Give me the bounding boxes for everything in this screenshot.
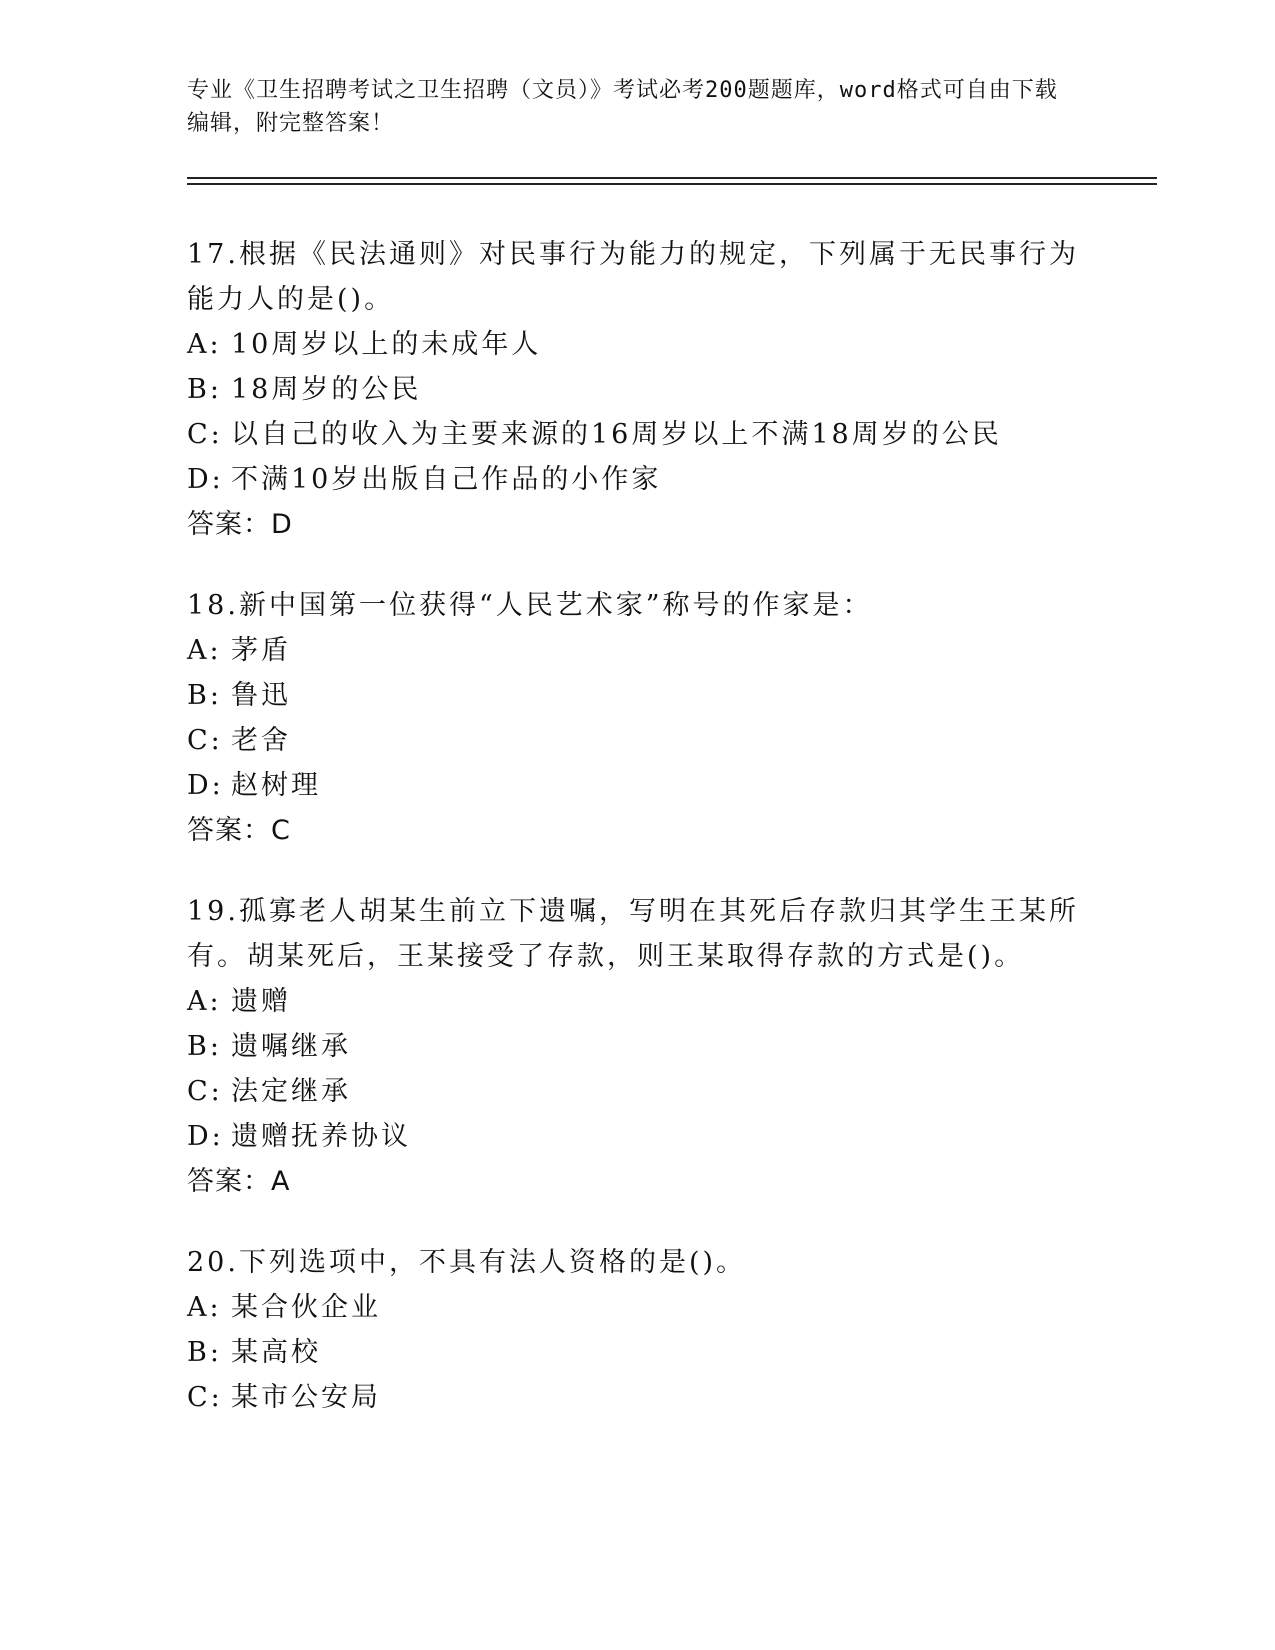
option-d bbox=[187, 457, 1087, 502]
option-label: A: bbox=[187, 1292, 222, 1323]
option-a bbox=[187, 979, 1087, 1024]
option-label: D: bbox=[187, 464, 224, 495]
option-text: 以自己的收入为主要来源的16周岁以上不满18周岁的公民 bbox=[231, 419, 1002, 450]
question-20 bbox=[187, 1240, 1087, 1420]
option-label: C: bbox=[187, 725, 223, 756]
option-label: D: bbox=[187, 770, 224, 801]
option-label: C: bbox=[187, 1076, 223, 1107]
option-a bbox=[187, 322, 1087, 367]
question-list bbox=[187, 232, 1087, 1456]
option-c bbox=[187, 718, 1087, 763]
document-header: 专业《卫生招聘考试之卫生招聘（文员）》考试必考200题题库，word格式可自由下载编辑，附完整答案！ bbox=[187, 78, 1058, 136]
question-stem: 18.新中国第一位获得“人民艺术家”称号的作家是： bbox=[187, 590, 873, 621]
option-d bbox=[187, 763, 1087, 808]
option-label: B: bbox=[187, 1031, 222, 1062]
option-b bbox=[187, 1024, 1087, 1069]
answer-line: 答案：A bbox=[187, 1166, 291, 1197]
question-stem: 20.下列选项中，不具有法人资格的是()。 bbox=[187, 1247, 747, 1278]
option-label: C: bbox=[187, 1382, 223, 1413]
question-17 bbox=[187, 232, 1087, 547]
option-d bbox=[187, 1114, 1087, 1159]
option-b bbox=[187, 673, 1087, 718]
option-text: 10周岁以上的未成年人 bbox=[231, 329, 542, 360]
option-text: 茅盾 bbox=[231, 635, 291, 666]
option-text: 法定继承 bbox=[231, 1076, 351, 1107]
option-label: A: bbox=[187, 986, 222, 1017]
option-text: 某合伙企业 bbox=[231, 1292, 381, 1323]
option-label: B: bbox=[187, 374, 222, 405]
answer-line: 答案：D bbox=[187, 509, 293, 540]
option-c bbox=[187, 412, 1087, 457]
option-label: D: bbox=[187, 1121, 224, 1152]
question-19 bbox=[187, 889, 1087, 1204]
question-stem: 17.根据《民法通则》对民事行为能力的规定，下列属于无民事行为能力人的是()。 bbox=[187, 239, 1079, 315]
option-text: 遗嘱继承 bbox=[231, 1031, 351, 1062]
option-label: B: bbox=[187, 1337, 222, 1368]
question-18 bbox=[187, 583, 1087, 853]
option-c bbox=[187, 1375, 1087, 1420]
option-a bbox=[187, 1285, 1087, 1330]
option-b bbox=[187, 1330, 1087, 1375]
option-text: 某高校 bbox=[231, 1337, 321, 1368]
option-text: 鲁迅 bbox=[231, 680, 291, 711]
option-label: A: bbox=[187, 635, 222, 666]
option-text: 某市公安局 bbox=[231, 1382, 381, 1413]
answer-line: 答案：C bbox=[187, 815, 291, 846]
option-b bbox=[187, 367, 1087, 412]
option-text: 老舍 bbox=[231, 725, 291, 756]
header-divider-top bbox=[187, 177, 1157, 179]
option-text: 遗赠 bbox=[231, 986, 291, 1017]
option-a bbox=[187, 628, 1087, 673]
question-stem: 19.孤寡老人胡某生前立下遗嘱，写明在其死后存款归其学生王某所有。胡某死后，王某接受了存款，则王某取得存款的方式是()。 bbox=[187, 896, 1079, 972]
option-label: A: bbox=[187, 329, 222, 360]
header-divider-bottom bbox=[187, 183, 1157, 185]
option-text: 18周岁的公民 bbox=[231, 374, 422, 405]
option-label: B: bbox=[187, 680, 222, 711]
option-text: 遗赠抚养协议 bbox=[231, 1121, 411, 1152]
option-label: C: bbox=[187, 419, 223, 450]
option-c bbox=[187, 1069, 1087, 1114]
option-text: 不满10岁出版自己作品的小作家 bbox=[231, 464, 662, 495]
option-text: 赵树理 bbox=[231, 770, 321, 801]
